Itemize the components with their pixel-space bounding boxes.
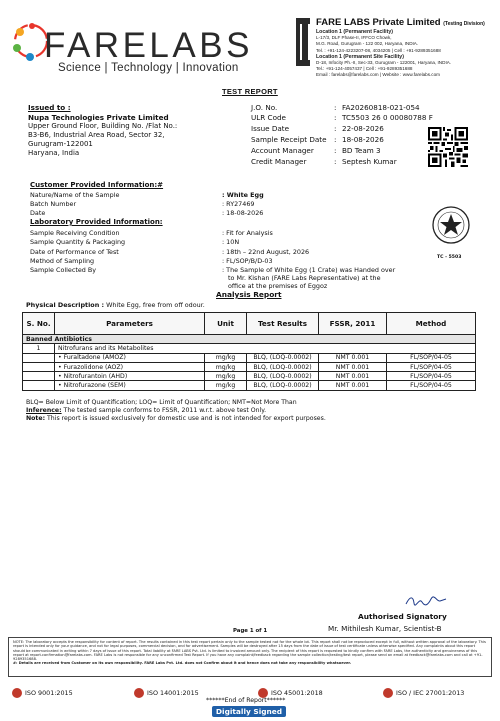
column-header: Test Results [247,313,319,335]
issued-to-name: Nupa Technologies Private Limited [28,113,169,122]
brand-tagline: Science | Technology | Innovation [58,62,239,74]
cell-method: FL/SOP/04-05 [387,381,476,390]
results-table [22,312,476,391]
digitally-signed-badge[interactable]: Digitally Signed [212,706,286,717]
column-header: Method [387,313,476,335]
issued-to-label: Issued to : [28,103,71,112]
cell-result: BLQ, (LOQ-0.0002) [247,381,319,390]
table-row [23,372,476,381]
table-row [23,381,476,390]
signatory-title: Authorised Signatory [358,612,447,621]
report-title: TEST REPORT [222,87,278,96]
cell-parameter: • Nitrofurazone (SEM) [55,381,205,390]
cell-fssr: NMT 0.001 [319,353,387,362]
table-row [23,353,476,362]
issued-to-address-line: Upper Ground Floor, Building No. /Flat No.: [28,122,178,130]
column-header: S. No. [23,313,55,335]
issued-to-address-line: Haryana, India [28,149,80,157]
address-line: Tel. : +91-124-4223207-08, 4034205 | Cell : +91-9289351688 [316,47,441,53]
iso-certification: ISO / IEC 27001:2013 [383,688,464,698]
column-header: Unit [205,313,247,335]
cell-parameter: • Nitrofurantoin (AHD) [55,372,205,381]
end-of-report: ******End of Report****** [206,697,286,704]
physical-description: Physical Description : White Egg, free from off odour. [26,301,205,309]
legal-note-text: NOTE: The laboratory accepts the responsibility for content of report. The results contained in this test report pertain only to the sample tested not for the whole lot. This report shall not be reproduced except in full, without written approval of the laboratory. This report is intended only for your guidance, and not for legal purposes, commercial decision, and for advertisement. Samples will be destroyed after 15 days from the date of issue of test certificate unless otherwise specified. Any complaints about this report should be communicated in writing within 7 days of issue of this report. Total liability at FARE LABS Pvt. Ltd. is limited to invoiced amount only. The recipient of this report is requested to kindly confirm with FARE Labs, the authenticity and genuineness of this report at report.confirmation@farelabs.com. FARE Labs is not responsible for any unconfirmed Test Report. If you have any complaint/feedback regarding the sample collection/testing/test report, please send an email at feedback@farelabs.com and call at +91-9289351688. [13,640,486,662]
cell-method: FL/SOP/04-05 [387,353,476,362]
table-header-row [23,313,476,335]
address-line: Email : farelabs@farelabs.com | Website : www.farelabs.com [316,72,440,78]
cell-result: BLQ, (LOQ-0.0002) [247,372,319,381]
cell-unit: mg/kg [205,353,247,362]
customer-info-heading: Customer Provided Information:# [30,181,164,189]
page-number: Page 1 of 1 [233,628,268,634]
iso-badge-icon [383,688,393,698]
cell-method: FL/SOP/04-05 [387,362,476,371]
cell-result: BLQ, (LOQ-0.0002) [247,353,319,362]
cell-sno: 1 [23,344,55,353]
signature-icon [404,593,448,609]
analysis-heading: Analysis Report [216,290,282,299]
lab-info-heading: Laboratory Provided Information: [30,218,163,226]
legal-note-bold: #: Details are received from Customer on its own responsibility. FARE Labs Pvt. Ltd. does not Confirm about it and hence does not take any responsibility whatsoever. [13,661,352,666]
company-title: FARE LABS Private Limited (Testing Division) [316,17,485,28]
address-line: Tel.: +91-124-4057437 | Cell : +91-9289351688 [316,66,413,72]
issued-to-address-line: B3-B6, Industrial Area Road, Sector 32, [28,131,165,139]
cell-parameter: • Furaltadone (AMOZ) [55,353,205,362]
address-line: M.G. Road, Gurugram - 122 002, Haryana, INDIA. [316,41,419,47]
cell-unit: mg/kg [205,372,247,381]
address-line: Location 1 (Permanent Facility) [316,29,393,35]
cell-fssr: NMT 0.001 [319,381,387,390]
inference-note: Inference: The tested sample conforms to FSSR, 2011 w.r.t. above test Only. [26,407,267,414]
building-icon [296,18,310,66]
table-row [23,344,476,353]
signatory-name: Mr. Mithilesh Kumar, Scientist-B [328,624,442,633]
cell-fssr: NMT 0.001 [319,372,387,381]
badge-label: TC - 5503 [437,255,462,260]
cell-parameter: • Furazolidone (AOZ) [55,362,205,371]
abbreviation-note: BLQ= Below Limit of Quantification; LOQ= Limit of Quantification; NMT=Not More Than [26,399,297,406]
cell-unit: mg/kg [205,362,247,371]
column-header: Parameters [55,313,205,335]
legal-note-box [8,637,492,677]
table-group-row [23,335,476,344]
issued-to-address-line: Gurugram-122001 [28,140,93,148]
company-address [316,29,451,79]
iso-badge-icon [12,688,22,698]
export-note: Note: This report is issued exclusively for domestic use and is not intended for export purposes. [26,415,326,422]
group-label: Banned Antibiotics [23,335,476,344]
cell-method: FL/SOP/04-05 [387,372,476,381]
table-row [23,362,476,371]
iso-badge-icon [134,688,144,698]
cell-fssr: NMT 0.001 [319,362,387,371]
brand-name: FARELABS [44,26,253,65]
address-line: D-18, Infocity Ph.-II, Sec-33, Gurugram - 122001, Haryana, INDIA. [316,60,452,66]
iso-certification: ISO 45001:2018 [258,688,323,698]
iso-certification: ISO 9001:2015 [12,688,73,698]
address-line: Location 1 (Permanent Site Facility) [316,53,404,60]
cell-result: BLQ, (LOQ-0.0002) [247,362,319,371]
column-header: FSSR, 2011 [319,313,387,335]
cell-unit: mg/kg [205,381,247,390]
qr-code-icon[interactable] [428,127,468,167]
cell-parameter: Nitrofurans and its Metabolites [55,344,476,353]
address-line: L-17/3, DLF Phase-II, IFFCO Chowk, [316,35,392,41]
iso-certification: ISO 14001:2015 [134,688,199,698]
